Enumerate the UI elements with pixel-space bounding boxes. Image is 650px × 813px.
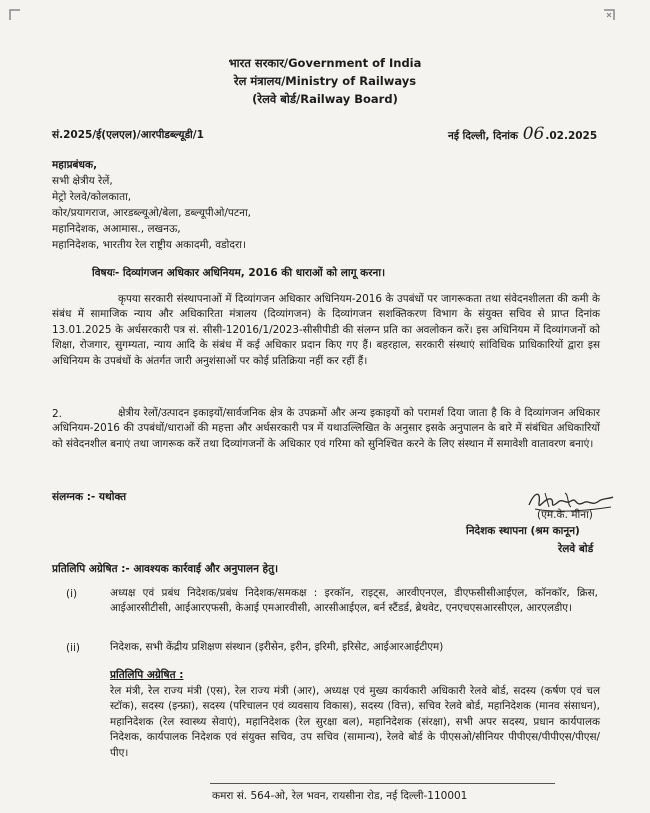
subject-text: दिव्यांगजन अधिकार अधिनियम, 2016 की धाराओं को लागू करना। — [122, 267, 386, 279]
subject — [92, 266, 385, 280]
scan-corner-mark-icon — [8, 8, 24, 22]
copy-item-text: निदेशक, सभी केंद्रीय प्रशिक्षण संस्थान (इरीसेन, इरीन, इरिमी, इरिसेट, आईआरआईटीएम) — [110, 641, 444, 653]
place-date — [448, 124, 597, 144]
addressee-line: मेट्रो रेलवे/कोलकाता, — [52, 191, 132, 203]
subject-label: विषयः- — [92, 267, 120, 279]
paragraph-1-text: कृपया सरकारी संस्थापनाओं में दिव्यांगजन अधिकार अधिनियम-2016 के उपबंधों पर जागरूकता तथा संवेदनशीलता की कमी के संबंध में सामाजिक न्याय और अधिकारिता मंत्रालय (दिव्यांगजन) के दिव्यांगजन सशक्तिकरण विभाग के संयुक्त सचिव से प्राप्त दिनांक 13.01.2025 के अर्धसरकारी पत्र सं. सीसी-12016/1/2023-सीसीपीडी की संलग्न प्रति का अवलोकन करें। इस अधिनियम में दिव्यांगजनों को शिक्षा, रोजगार, सुगम्यता, न्याय आदि के संबंध में कई अधिकार प्रदान किए गए हैं। बहरहाल, सरकारी संस्थाएं सांविधिक प्राधिकारियों द्वारा इस अधिनियम के उपबंधों के अंतर्गत जारी अनुशंसाओं पर कोई प्रतिक्रिया नहीं कर रहीं हैं। — [52, 293, 600, 367]
paragraph-2 — [52, 406, 600, 452]
addressee-line: महानिदेशक, अआमास., लखनऊ, — [52, 223, 181, 235]
copy-item-text: अध्यक्ष एवं प्रबंध निदेशक/प्रबंध निदेशक/समकक्ष : इरकॉन, राइट्स, आरवीएनएल, डीएफसीसीआईएल, कॉनकॉर, क्रिस, आईआरसीटीसी, आईआरएफसी, केआई एमआरवीसी, आरसीआईएल, बर्न स्टैंडर्ड, ब्रेथवेट, एनएचएसआरसीएल, आरएलडीए। — [110, 587, 598, 615]
copy-item — [110, 640, 598, 655]
addressee-line: महानिदेशक, भारतीय रेल राष्ट्रीय अकादमी, वडोदरा। — [52, 239, 246, 251]
copy-item — [110, 586, 598, 617]
copy-heading-2: प्रतिलिपि अग्रेषित : — [110, 669, 184, 681]
signatory-name: (एम.के. मीना) — [537, 509, 593, 521]
date-rest: .02.2025 — [545, 130, 598, 142]
signatory-office: रेलवे बोर्ड — [558, 543, 594, 555]
date-day-handwritten: 06 — [522, 124, 545, 144]
copy-recipients — [110, 684, 600, 761]
copy-recipients-text: रेल मंत्री, रेल राज्य मंत्री (एस), रेल राज्य मंत्री (आर), अध्यक्ष एवं मुख्य कार्यकारी अधिकारी रेलवे बोर्ड, सदस्य (कर्षण एवं चल स्टॉक), सदस्य (इन्फ्रा), सदस्य (परिचालन एवं व्यवसाय विकास), सदस्य (वित्त), सचिव रेलवे बोर्ड, महानिदेशक (मानव संसाधन), महानिदेशक (रेल स्वास्थ्य सेवाएं), महानिदेशक (रेल सुरक्षा बल), महानिदेशक (संरक्षा), सभी अपर सदस्य, प्रधान कार्यपालक निदेशक, कार्यपालक निदेशक एवं संयुक्त सचिव, उप सचिव (सामान्य), रेलवे बोर्ड के पीएसओ/सीनियर पीपीएस/पीपीएस/पीएस/पीए। — [110, 685, 600, 759]
addressee-line: महाप्रबंधक, — [52, 159, 98, 171]
paragraph-2-number: 2. — [52, 408, 63, 420]
addressee-line: कोर/प्रयागराज, आरडब्ल्यूओ/बेला, डब्ल्यूपीओ/पटना, — [52, 207, 252, 219]
paragraph-1 — [52, 292, 600, 369]
signatory-designation: निदेशक स्थापना (श्रम कानून) — [466, 525, 580, 537]
paragraph-2-text: क्षेत्रीय रेलों/उत्पादन इकाइयों/सार्वजनिक क्षेत्र के उपक्रमों और अन्य इकाइयों को परामर्श दिया जाता है कि वे दिव्यांगजन अधिकार अधिनियम-2016 की उपबंधों/धाराओं की महत्ता और अर्धसरकारी पत्र में यथाउल्लिखित के अनुसार इसके अनुपालन के बारे में संबंधित अधिकारियों को संवेदनशील बनाएं तथा जागरूक करें तथा दिव्यांगजनों के अधिकार एवं गरिमा को सुनिश्चित करने के लिए संस्थान में समावेशी वातावरण बनाएं। — [52, 407, 600, 450]
place-date-prefix: नई दिल्ली, दिनांक — [448, 130, 519, 142]
reference-number: सं.2025/ई(एलएल)/आरपीडब्ल्यूडी/1 — [52, 129, 204, 141]
letterhead-government: भारत सरकार/Government of India — [228, 56, 422, 70]
scan-corner-mark-icon — [602, 8, 618, 22]
copy-heading: प्रतिलिपि अग्रेषित :- आवश्यक कार्रवाई और अनुपालन हेतु। — [52, 563, 279, 575]
enclosure-note: संलग्नक :- यथोक्त — [52, 491, 127, 503]
copy-item-number: (i) — [66, 588, 78, 600]
addressee-line: सभी क्षेत्रीय रेलें, — [52, 175, 113, 187]
letterhead-ministry: रेल मंत्रालय/Ministry of Railways — [233, 74, 417, 88]
letterhead-board: (रेलवे बोर्ड/Railway Board) — [252, 92, 398, 106]
footer-rule — [210, 783, 555, 784]
copy-item-number: (ii) — [66, 642, 81, 654]
footer-address: कमरा सं. 564-ओ, रेल भवन, रायसीना रोड, नई दिल्ली-110001 — [212, 790, 468, 802]
